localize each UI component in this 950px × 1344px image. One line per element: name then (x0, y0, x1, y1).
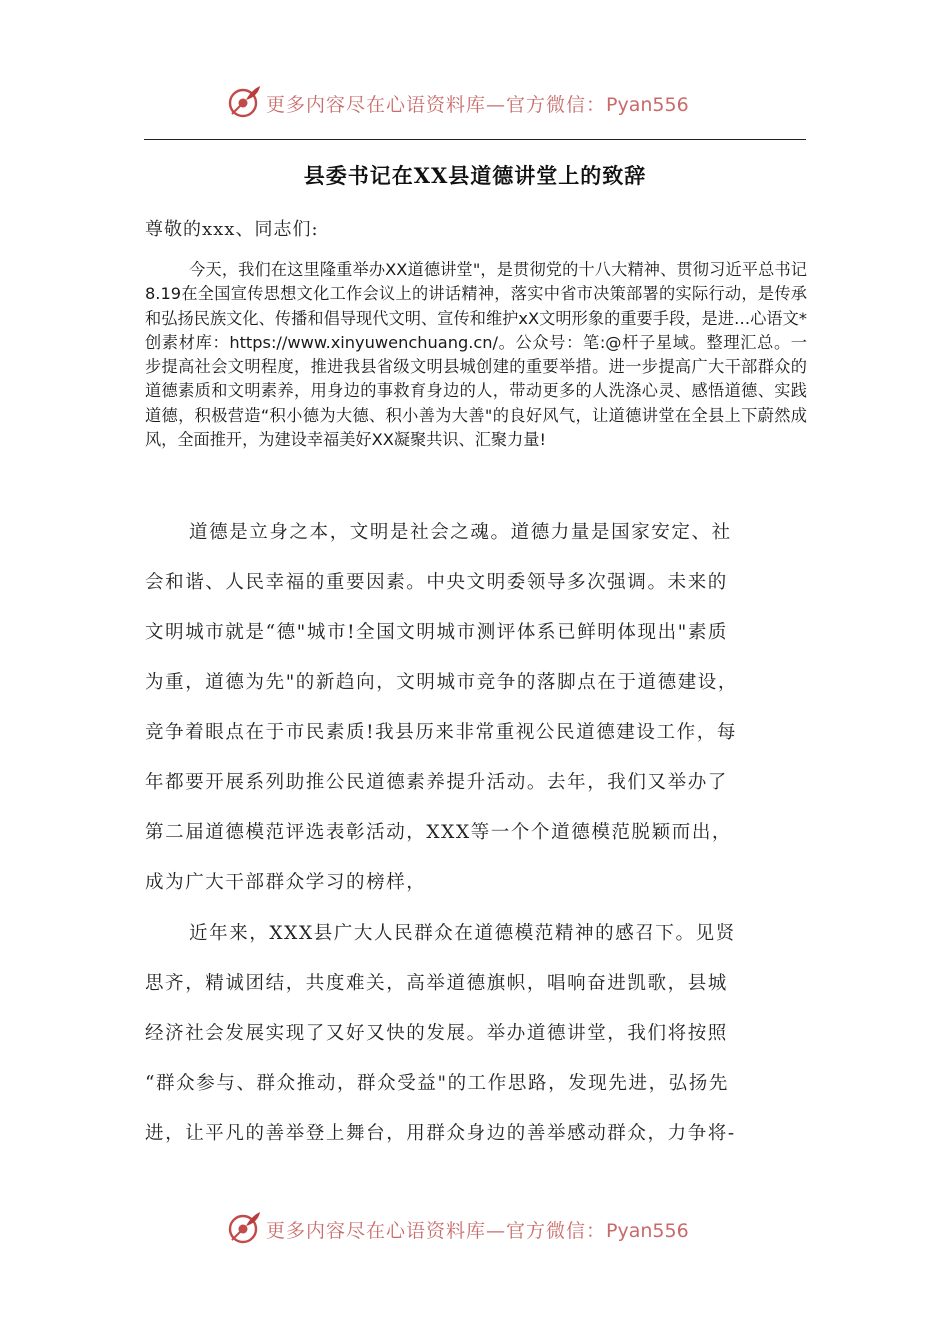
greeting: 尊敬的xxx、同志们: (145, 219, 319, 240)
header-banner (0, 82, 950, 122)
paragraph-line: 会和谐、人民幸福的重要因素。中央文明委领导多次强调。未来的 (145, 572, 728, 593)
paragraph-line: 进，让平凡的善举登上舞台，用群众身边的善举感动群众，力争将- (145, 1123, 736, 1144)
paragraph-1-text: 今天，我们在这里隆重举办XX道德讲堂"，是贯彻党的十八大精神、贯彻习近平总书记8.19在全国宣传思想文化工作会议上的讲话精神，落实中省市决策部署的实际行动，是传承和弘扬民族文化、传播和倡导现代文明、宣传和维护xX文明形象的重要手段，是进…心语文*创素材库：https://www.xinyuwenchuang.cn/。公众号：笔:@杆子星域。整理汇总。一步提高社会文明程度，推进我县省级文明县城创建的重要举措。进一步提高广大干部群众的道德素质和文明素养，用身边的事救育身边的人，带动更多的人洗涤心灵、感悟道德、实践道德，积极营造“积小德为大德、积小善为大善"的良好风气，让道德讲堂在全县上下蔚然成风，全面推开，为建设幸福美好XX凝聚共识、汇聚力量! (145, 260, 807, 450)
wechat-id: Pyan556 (606, 94, 689, 116)
page-title: 县委书记在XX县道德讲堂上的致辞 (303, 163, 647, 188)
paragraph-3 (145, 909, 807, 1159)
paragraph-line: 第二届道德模范评选表彰活动，XXX等一个个道德模范脱颖而出， (145, 822, 733, 843)
paragraph-line: 近年来，XXX县广大人民群众在道德模范精神的感召下。见贤 (189, 923, 736, 944)
paragraph-line: “群众参与、群众推动，群众受益"的工作思路，发现先进，弘扬先 (145, 1073, 729, 1094)
quill-logo-icon (226, 84, 262, 120)
quill-logo-icon (226, 1210, 262, 1246)
paragraph-line: 竞争着眼点在于市民素质!我县历来非常重视公民道德建设工作，每 (145, 722, 737, 743)
paragraph-line: 文明城市就是“德"城市!全国文明城市测评体系已鲜明体现出"素质 (145, 622, 729, 643)
paragraph-line: 经济社会发展实现了又好又快的发展。举办道德讲堂，我们将按照 (145, 1023, 728, 1044)
paragraph-line: 为重，道德为先"的新趋向，文明城市竞争的落脚点在于道德建设， (145, 672, 739, 693)
paragraph-line: 道德是立身之本，文明是社会之魂。道德力量是国家安定、社 (189, 522, 732, 543)
paragraph-1 (145, 258, 807, 452)
footer-banner (0, 1208, 950, 1248)
paragraph-line: 年都要开展系列助推公民道德素养提升活动。去年，我们又举办了 (145, 772, 728, 793)
paragraph-line: 成为广大干部群众学习的榜样， (145, 872, 427, 893)
paragraph-line: 思齐，精诚团结，共度难关，高举道德旗帜，唱响奋进凯歌，县城 (145, 973, 728, 994)
banner-text: 更多内容尽在心语资料库—官方微信：Pyan556 (266, 94, 689, 116)
banner-text: 更多内容尽在心语资料库—官方微信：Pyan556 (266, 1220, 689, 1242)
paragraph-2 (145, 508, 807, 908)
wechat-id: Pyan556 (606, 1220, 689, 1242)
header-divider (144, 139, 806, 140)
